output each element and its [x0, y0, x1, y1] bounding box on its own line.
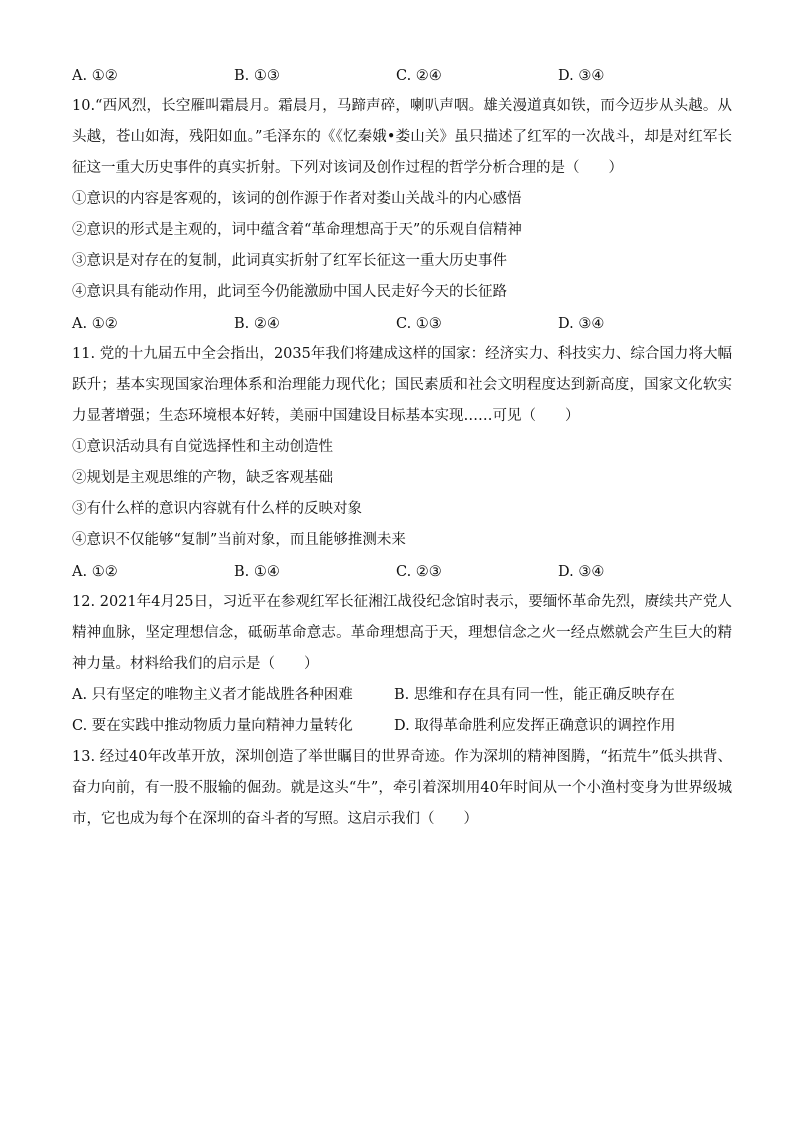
statement-4: ④意识不仅能够“复制”当前对象，而且能够推测未来	[72, 532, 406, 548]
question-stem: 12. 2021年4月25日，习近平在参观红军长征湘江战役纪念馆时表示，要缅怀革命先烈，赓续共产党人精神血脉，坚定理想信念，砥砺革命意志。革命理想高于天，理想信念之火一经点燃就会产生巨大的精神力量。材料给我们的启示是（ ）	[72, 594, 732, 672]
option-b: B. 思维和存在具有同一性，能正确反映存在	[394, 687, 675, 703]
option-d: D. ③④	[558, 563, 605, 580]
option-b: B. ①③	[234, 67, 280, 84]
exam-page	[72, 60, 732, 835]
option-a: A. ①②	[72, 563, 118, 580]
option-c: C. ②④	[396, 67, 442, 84]
statement-2: ②规划是主观思维的产物，缺乏客观基础	[72, 470, 333, 486]
option-c: C. ①③	[396, 315, 442, 332]
answer-options	[72, 680, 732, 742]
q9-options	[72, 60, 732, 91]
option-d: D. ③④	[558, 315, 605, 332]
question-13	[72, 742, 732, 835]
option-d: D. 取得革命胜利应发挥正确意识的调控作用	[394, 718, 676, 734]
question-stem: 10.“西风烈，长空雁叫霜晨月。霜晨月，马蹄声碎，喇叭声咽。雄关漫道真如铁，而今迈步从头越。从头越，苍山如海，残阳如血。”毛泽东的《《忆秦娥•娄山关》虽只描述了红军的一次战斗，却是对红军长征这一重大历史事件的真实折射。下列对该词及创作过程的哲学分析合理的是（ ）	[72, 98, 732, 176]
statement-3: ③有什么样的意识内容就有什么样的反映对象	[72, 501, 362, 517]
option-a: A. 只有坚定的唯物主义者才能战胜各种困难	[72, 687, 353, 703]
statement-1: ①意识的内容是客观的，该词的创作源于作者对娄山关战斗的内心感悟	[72, 191, 522, 207]
option-c: C. ②③	[396, 563, 442, 580]
statement-1: ①意识活动具有自觉选择性和主动创造性	[72, 439, 333, 455]
answer-options	[72, 556, 732, 587]
answer-options	[72, 308, 732, 339]
question-12	[72, 587, 732, 742]
statement-4: ④意识具有能动作用，此词至今仍能激励中国人民走好今天的长征路	[72, 284, 507, 300]
question-11	[72, 339, 732, 587]
question-stem: 13. 经过40年改革开放，深圳创造了举世瞩目的世界奇迹。作为深圳的精神图腾，“拓荒牛”低头拱背、奋力向前，有一股不服输的倔劲。就是这头“牛”，牵引着深圳用40年时间从一个小渔村变身为世界级城市，它也成为每个在深圳的奋斗者的写照。这启示我们（ ）	[72, 749, 732, 827]
question-10	[72, 91, 732, 339]
option-b: B. ①④	[234, 563, 280, 580]
question-stem: 11. 党的十九届五中全会指出，2035年我们将建成这样的国家：经济实力、科技实力、综合国力将大幅跃升；基本实现国家治理体系和治理能力现代化；国民素质和社会文明程度达到新高度，国家文化软实力显著增强；生态环境根本好转，美丽中国建设目标基本实现……可见（ ）	[72, 346, 732, 424]
statement-3: ③意识是对存在的复制，此词真实折射了红军长征这一重大历史事件	[72, 253, 507, 269]
option-d: D. ③④	[558, 67, 605, 84]
statement-2: ②意识的形式是主观的，词中蕴含着“革命理想高于天”的乐观自信精神	[72, 222, 522, 238]
option-a: A. ①②	[72, 315, 118, 332]
option-c: C. 要在实践中推动物质力量向精神力量转化	[72, 718, 353, 734]
option-b: B. ②④	[234, 315, 280, 332]
option-a: A. ①②	[72, 67, 118, 84]
